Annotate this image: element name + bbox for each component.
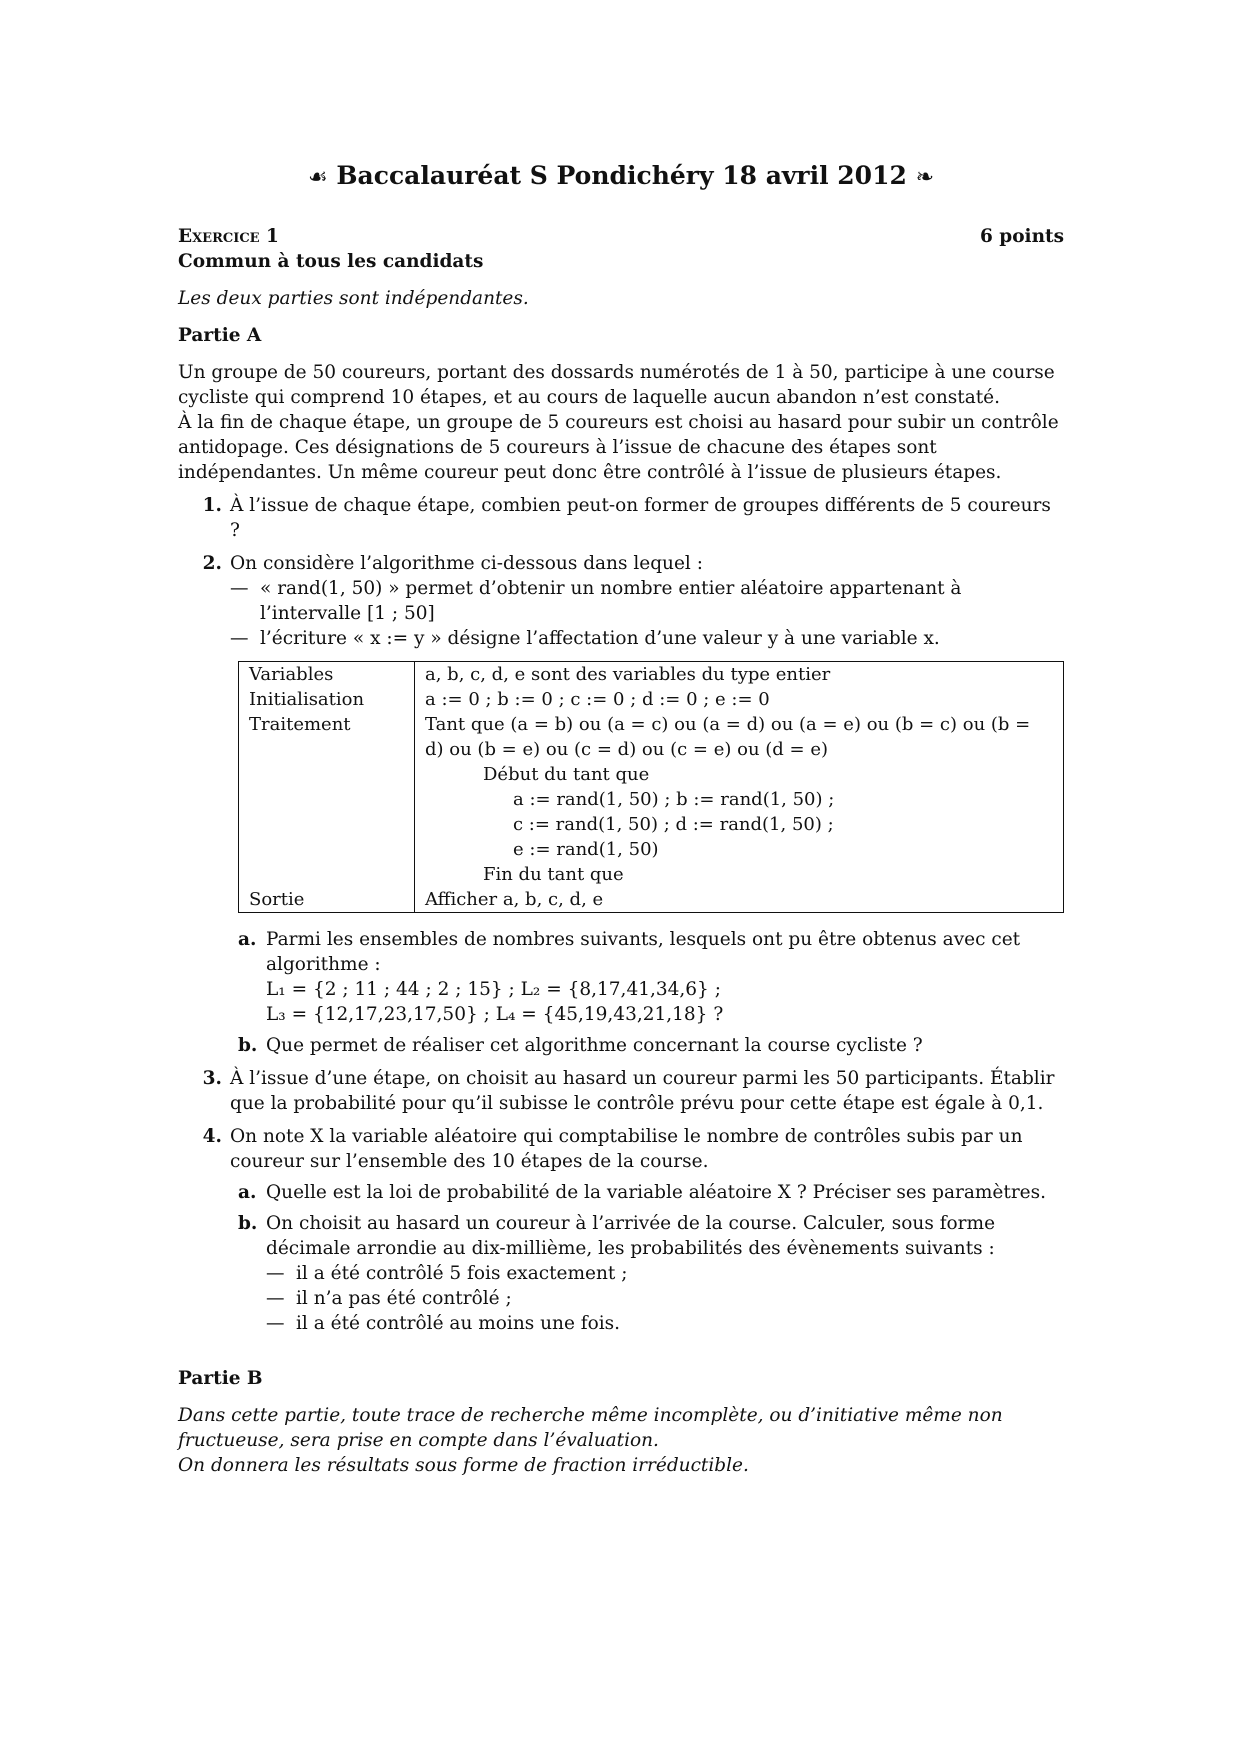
question-4 [178, 1124, 1064, 1174]
question-1 [178, 493, 1064, 543]
list-item [230, 626, 1064, 651]
algo-key-variables: Variables [239, 662, 415, 688]
algo-key-init: Initialisation [239, 687, 415, 712]
sub-question-label: b. [238, 1213, 258, 1234]
list-item [266, 1311, 1064, 1336]
list-item-text: « rand(1, 50) » permet d’obtenir un nombre entier aléatoire appartenant à l’intervalle [1 ; 50] [260, 578, 962, 624]
sub-question-label: a. [238, 929, 257, 950]
algo-value-init: a := 0 ; b := 0 ; c := 0 ; d := 0 ; e := 0 [425, 689, 770, 710]
exercise-intro: Les deux parties sont indépendantes. [178, 288, 529, 309]
part-b-instruction-1: Dans cette partie, toute trace de recherche même incomplète, ou d’initiative même non fructueuse, sera prise en compte dans l’évaluation. [178, 1405, 1003, 1451]
document-body [178, 160, 1064, 1478]
sub-question-label: b. [238, 1035, 258, 1056]
algo-line-2: c := rand(1, 50) ; d := rand(1, 50) ; [513, 814, 834, 835]
part-b-heading: Partie B [178, 1368, 263, 1389]
title-text: Baccalauréat S Pondichéry 18 avril 2012 [336, 161, 907, 190]
list-item-text: l’écriture « x := y » désigne l’affectation d’une valeur y à une variable x. [260, 628, 940, 649]
algo-while-end: Fin du tant que [483, 864, 624, 885]
dash-bullet: — [266, 1313, 285, 1334]
sub-question-text: On choisit au hasard un coureur à l’arrivée de la course. Calculer, sous forme décimale arrondie au dix-millième, les probabilités des évènements suivants : [266, 1213, 996, 1259]
exercise-label: Exercice 1 [178, 226, 279, 247]
dash-bullet: — [230, 578, 249, 599]
part-b-instruction-2: On donnera les résultats sous forme de fraction irréductible. [178, 1455, 749, 1476]
question-2b [238, 1033, 1064, 1058]
algo-value-variables: a, b, c, d, e sont des variables du type entier [425, 664, 831, 685]
sub-question-label: a. [238, 1182, 257, 1203]
part-a-paragraph-1: Un groupe de 50 coureurs, portant des dossards numérotés de 1 à 50, participe à une course cycliste qui comprend 10 étapes, et au cours de laquelle aucun abandon n’est constaté. [178, 362, 1055, 408]
list-item-text: il a été contrôlé au moins une fois. [296, 1313, 621, 1334]
sub-question-text: Quelle est la loi de probabilité de la variable aléatoire X ? Préciser ses paramètres. [266, 1182, 1046, 1203]
question-text: On note X la variable aléatoire qui comptabilise le nombre de contrôles subis par un coureur sur l’ensemble des 10 étapes de la course. [230, 1126, 1023, 1172]
algo-while-begin: Début du tant que [483, 764, 650, 785]
part-a-heading: Partie A [178, 325, 262, 346]
list-item-text: il n’a pas été contrôlé ; [296, 1288, 512, 1309]
dash-bullet: — [230, 628, 249, 649]
algo-key-traitement: Traitement [239, 712, 415, 887]
question-3 [178, 1066, 1064, 1116]
dash-bullet: — [266, 1263, 285, 1284]
dash-bullet: — [266, 1288, 285, 1309]
exercise-header [178, 224, 1064, 249]
question-number: 4. [202, 1126, 222, 1147]
list-item [230, 576, 1064, 626]
algo-key-sortie: Sortie [239, 887, 415, 913]
question-text: À l’issue de chaque étape, combien peut-on former de groupes différents de 5 coureurs ? [230, 495, 1051, 541]
algo-line-1: a := rand(1, 50) ; b := rand(1, 50) ; [513, 789, 835, 810]
question-number: 3. [202, 1068, 222, 1089]
sub-question-text: Que permet de réaliser cet algorithme concernant la course cycliste ? [266, 1035, 923, 1056]
sub-question-text: Parmi les ensembles de nombres suivants, lesquels ont pu être obtenus avec cet algorithme : [266, 929, 1021, 975]
part-a-paragraph-2: À la fin de chaque étape, un groupe de 5 coureurs est choisi au hasard pour subir un contrôle antidopage. Ces désignations de 5 coureurs à l’issue de chacune des étapes sont indépendantes. Un même coureur peut donc être contrôlé à l’issue de plusieurs étapes. [178, 412, 1059, 483]
algo-value-sortie: Afficher a, b, c, d, e [425, 889, 604, 910]
ornament-right-icon: ❧ [915, 165, 935, 190]
list-item [266, 1261, 1064, 1286]
sets-line-1: L₁ = {2 ; 11 ; 44 ; 2 ; 15} ; L₂ = {8,17,41,34,6} ; [266, 979, 721, 1000]
question-4a [238, 1180, 1064, 1205]
list-item [266, 1286, 1064, 1311]
question-number: 1. [202, 495, 222, 516]
exercise-audience: Commun à tous les candidats [178, 251, 484, 272]
algo-while-condition: Tant que (a = b) ou (a = c) ou (a = d) ou (a = e) ou (b = c) ou (b = d) ou (b = e) ou (c = d) ou (c = e) ou (d = e) [425, 714, 1031, 760]
algo-line-3: e := rand(1, 50) [513, 839, 659, 860]
question-2a [238, 927, 1064, 1027]
exercise-points: 6 points [979, 226, 1064, 247]
ornament-left-icon: ☙ [307, 165, 328, 190]
question-text: À l’issue d’une étape, on choisit au hasard un coureur parmi les 50 participants. Établir que la probabilité pour qu’il subisse le contrôle prévu pour cette étape est égale à 0,1. [230, 1068, 1055, 1114]
document-title [178, 160, 1064, 194]
question-4b [238, 1211, 1064, 1336]
question-number: 2. [202, 553, 222, 574]
algorithm-table [238, 661, 1064, 913]
question-text: On considère l’algorithme ci-dessous dans lequel : [230, 553, 703, 574]
list-item-text: il a été contrôlé 5 fois exactement ; [296, 1263, 628, 1284]
question-2 [178, 551, 1064, 651]
sets-line-2: L₃ = {12,17,23,17,50} ; L₄ = {45,19,43,21,18} ? [266, 1004, 724, 1025]
